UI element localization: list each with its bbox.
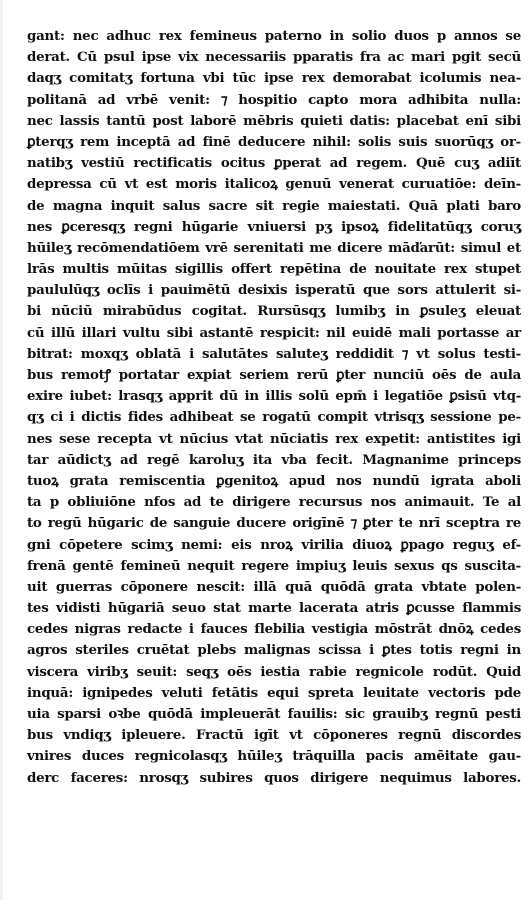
text-line: nec lassis tantū post laborē mēbris quieti datis: placebat enī sibi bbox=[27, 112, 521, 129]
text-line: gant: nec adhuc rex femineus paterno in solio duos p annos se bbox=[27, 28, 521, 44]
text-line: hūileʒ recōmendatiōem vrē serenitati me dicere māďarūt: simul et bbox=[27, 239, 521, 256]
text-line: depressa cū vt est moris italicoꝝ genuū venerat curuatiōe: deīn- bbox=[27, 176, 521, 193]
text-line: exire iubet: lrasqʒ apprit dū in illis solū epm̄ i legatiōe ꝑsisū vtq- bbox=[27, 388, 521, 405]
text-line: paululūqʒ oclīs i pauimētū desixis isperatū que sors attulerit si- bbox=[27, 282, 521, 299]
page-edge bbox=[0, 0, 3, 900]
text-line: nes sese recepta vt nūcius vtat nūciatis rex expetit: antistites igi bbox=[27, 430, 521, 447]
text-line: cū illū illari vultu sibi astantē respicit: nil euidē mali portasse ar bbox=[27, 324, 521, 341]
text-line: to regū hūgaric de sanguie ducere origīnē ⁊ ꝑter te nrī sceptra re bbox=[27, 515, 521, 532]
text-line: qʒ ci i dictis fides adhibeat se rogatū compit vtrisqʒ sessione pe- bbox=[27, 409, 521, 426]
text-line: daqʒ comitatʒ fortuna vbi tūc ipse rex demorabat icolumis nea- bbox=[27, 70, 521, 87]
text-line: de magna inquit salus sacre sit regie maiestati. Quā plati baro bbox=[27, 197, 521, 214]
text-line: cedes nigras redacte i fauces flebilia vestigia mōstrāt dnōꝝ cedes bbox=[27, 621, 521, 638]
text-line: ꝑterqʒ rem inceptā ad finē deducere nihil: solis suis suorūqʒ or- bbox=[27, 133, 521, 150]
text-line: lrās multis mūitas sigillis offert repētina de nouitate rex stupet bbox=[27, 261, 521, 278]
text-line: uit guerras cōponere nescit: illā quā quōdā grata vbtate polen- bbox=[27, 578, 521, 595]
text-column bbox=[27, 26, 521, 789]
text-line: frenā gentē femineū nequit regere impiuʒ leuis sexus qs suscita- bbox=[27, 557, 521, 574]
text-line: tar aūdictʒ ad regē karoluʒ ita vba fecit. Magnanime princeps bbox=[27, 451, 521, 468]
text-line: bus vndiqʒ ipleuere. Fractū igīt vt cōponeres regnū discordes bbox=[27, 727, 521, 744]
text-line: tuoꝝ grata remiscentia ꝑgenitoꝝ apud nos nundū igrata aboli bbox=[27, 472, 521, 489]
text-line: vnires duces regnicolasqʒ hūileʒ trāquilla pacis amēitate gau- bbox=[27, 748, 521, 765]
text-line: derc faceres: nrosqʒ subires quos dirigere nequimus labores. bbox=[27, 769, 521, 786]
text-line: bitrat: moxqʒ oblatā i salutātes saluteʒ reddidit ⁊ vt solus testi- bbox=[27, 345, 521, 362]
text-line: tes vidisti hūgariā seuo stat marte lacerata atris ꝑcusse flammis bbox=[27, 600, 521, 617]
text-line: nes ꝑceresqʒ regni hūgarie vniuersi pʒ ipsoꝝ fidelitatūqʒ coruʒ bbox=[27, 218, 521, 235]
text-line: bus remotꝭ portatar expiat seriem rerū ꝑter nunciū oēs de aula bbox=[27, 367, 521, 383]
text-line: bi nūciū mirabūdus cogitat. Rursūsqʒ lumibʒ in ꝑsuleʒ eleuat bbox=[27, 303, 521, 320]
text-line: natibʒ vestiū rectificatis ocitus ꝑperat ad regem. Quē cuʒ adiīt bbox=[27, 155, 521, 172]
text-line: uia sparsi oꝛbe quōdā impleuerāt fauilis: sic grauibʒ regnū pesti bbox=[27, 706, 521, 722]
text-line: politanā ad vrbē venit: ⁊ hospitio capto mora adhibita nulla: bbox=[27, 91, 521, 108]
text-line: gni cōpetere scimʒ nemi: eis nroꝝ virilia diuoꝝ ꝑpago reguʒ ef- bbox=[27, 536, 521, 553]
text-line: agros steriles cruētat plebs malignas scissa i ꝑtes totis regni in bbox=[27, 642, 521, 659]
text-line: derat. Cū psul ipse vix necessariis pparatis fra ac mari pgit secū bbox=[27, 49, 521, 66]
text-line: ta p obliuiōne nfos ad te dirigere recursus nos animauit. Te al bbox=[27, 494, 521, 511]
text-line: viscera viribʒ seuit: seqʒ oēs iestia rabie regnicole rodūt. Quid bbox=[27, 663, 521, 680]
text-line: inquā: ignipedes veluti fetātis equi spreta leuitate vectoris pde bbox=[27, 684, 521, 701]
